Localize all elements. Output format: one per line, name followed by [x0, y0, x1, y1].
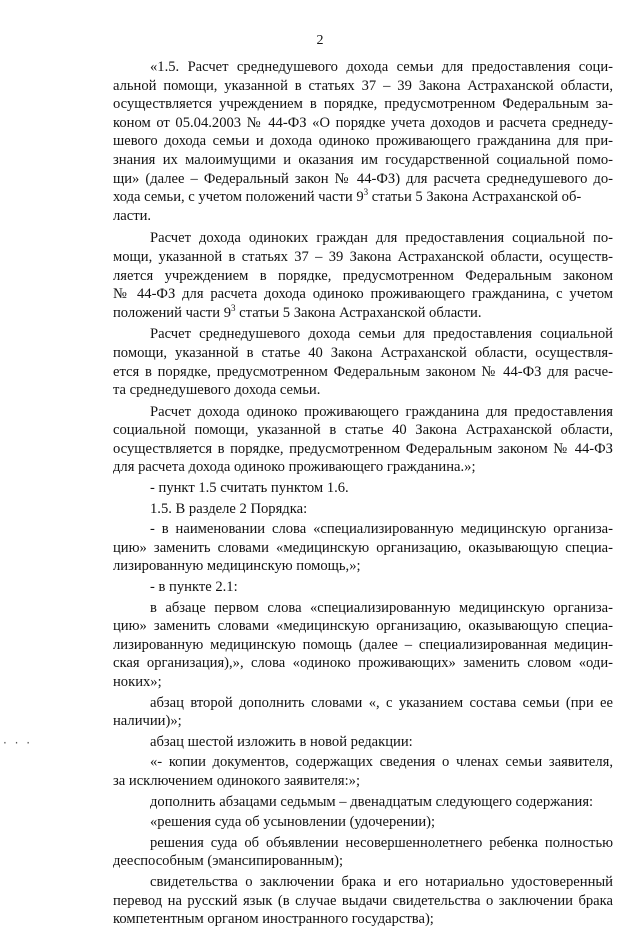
text-line: знания их малоимущими и оказания им государственной социальной помо- — [113, 151, 613, 168]
superscript: 3 — [231, 302, 236, 313]
paragraph — [113, 58, 613, 225]
text-line: Расчет дохода одиноко проживающего гражданина для предоставления — [150, 403, 613, 420]
text-line: лизированную медицинскую помощь,»; — [113, 558, 361, 575]
paragraph — [113, 834, 613, 871]
text-line: мощи, указанной в статьях 37 – 39 Закона Астраханской области, осуществ- — [113, 248, 613, 265]
paragraph — [113, 325, 613, 399]
text-line: шевого дохода семьи и дохода одиноко проживающего гражданина для при- — [113, 133, 613, 150]
text-line: в абзаце первом слова «специализированную медицинскую организа- — [150, 599, 613, 616]
text-line: ноких»; — [113, 674, 162, 690]
text-fragment: статьи 5 Закона Астраханской области. — [235, 304, 482, 321]
text-line: ская организация),», слова «одиноко проживающих» заменить словом «оди- — [113, 655, 613, 672]
paragraph — [113, 520, 613, 576]
text-line: дополнить абзацами седьмым – двенадцатым следующего содержания: — [150, 793, 594, 810]
text-line: - пункт 1.5 считать пунктом 1.6. — [150, 480, 349, 497]
text-line — [113, 188, 613, 207]
superscript: 3 — [363, 187, 369, 198]
text-line: № 44-ФЗ для расчета дохода одиноко проживающего гражданина, с учетом — [113, 286, 613, 303]
text-line: Расчет дохода одиноких граждан для предоставления социальной по- — [150, 230, 613, 247]
text-line: лизированную медицинскую помощь (далее – специализированная медицин- — [113, 636, 613, 653]
text-line: социальной помощи, указанной в статье 40 Закона Астраханской области, — [113, 422, 613, 439]
text-line: абзац второй дополнить словами «, с указанием состава семьи (при ее — [150, 694, 613, 711]
text-line: осуществляется в порядке, предусмотренном Федеральным законом № 44-ФЗ — [113, 440, 613, 457]
document-body — [113, 58, 613, 929]
paragraph — [113, 599, 613, 692]
text-line: цию» заменить словами «медицинскую организацию, оказывающую специа- — [113, 618, 613, 635]
text-fragment: статьи 5 Закона Астраханской об- — [368, 189, 582, 206]
text-line: 1.5. В разделе 2 Порядка: — [150, 500, 308, 517]
text-fragment: хода семьи, с учетом положений части 9 — [113, 189, 364, 206]
paragraph — [113, 403, 613, 477]
text-line: осуществляется учреждением в порядке, предусмотренном Федеральным за- — [113, 96, 613, 113]
text-fragment: положений части 9 — [113, 304, 232, 321]
page-number: 2 — [316, 33, 324, 48]
text-line: «- копии документов, содержащих сведения о членах семьи заявителя, — [150, 754, 613, 771]
text-line: щи» (далее – Федеральный закон № 44-ФЗ) для расчета среднедушевого до- — [113, 170, 613, 187]
text-line: дееспособным (эмансипированным); — [113, 853, 344, 870]
text-line: - в наименовании слова «специализированную медицинскую организа- — [150, 521, 613, 538]
text-line: перевод на русский язык (в случае выдачи свидетельства о заключении брака — [113, 892, 613, 909]
paragraph — [113, 753, 613, 790]
text-line: та среднедушевого дохода семьи. — [113, 382, 321, 399]
paragraph — [113, 694, 613, 731]
text-line: компетентным органом иностранного государства); — [113, 911, 434, 928]
paragraph — [113, 873, 613, 929]
text-line: цию» заменить словами «медицинскую организацию, оказывающую специа- — [113, 539, 613, 556]
text-line: ляется учреждением в порядке, предусмотренном Федеральным законом — [113, 267, 613, 284]
text-line: за исключением одинокого заявителя:»; — [113, 772, 361, 789]
text-line: для расчета дохода одиноко проживающего гражданина.»; — [113, 459, 476, 476]
text-line — [113, 304, 613, 323]
text-line: Расчет среднедушевого дохода семьи для предоставления социальной — [150, 326, 613, 343]
text-line: ласти. — [113, 207, 152, 224]
text-line: помощи, указанной в статье 40 Закона Астраханской области, осуществля- — [113, 344, 613, 361]
text-line: наличии)»; — [113, 713, 182, 730]
margin-mark: · · · — [3, 736, 33, 750]
paragraph — [113, 229, 613, 322]
text-line: «1.5. Расчет среднедушевого дохода семьи для предоставления соци- — [150, 59, 613, 75]
text-line: ется в порядке, предусмотренном Федеральным законом № 44-ФЗ для расче- — [113, 363, 613, 380]
text-line: абзац шестой изложить в новой редакции: — [150, 733, 413, 750]
text-line: коном от 05.04.2003 № 44-ФЗ «О порядке учета доходов и расчета среднеду- — [113, 114, 613, 131]
text-line: альной помощи, указанной в статьях 37 – 39 Закона Астраханской области, — [113, 77, 613, 94]
text-line: свидетельства о заключении брака и его нотариально удостоверенный — [150, 873, 613, 890]
text-line: - в пункте 2.1: — [150, 579, 238, 596]
text-line: решения суда об объявлении несовершеннолетнего ребенка полностью — [150, 834, 613, 851]
text-line: «решения суда об усыновлении (удочерении); — [150, 814, 436, 831]
